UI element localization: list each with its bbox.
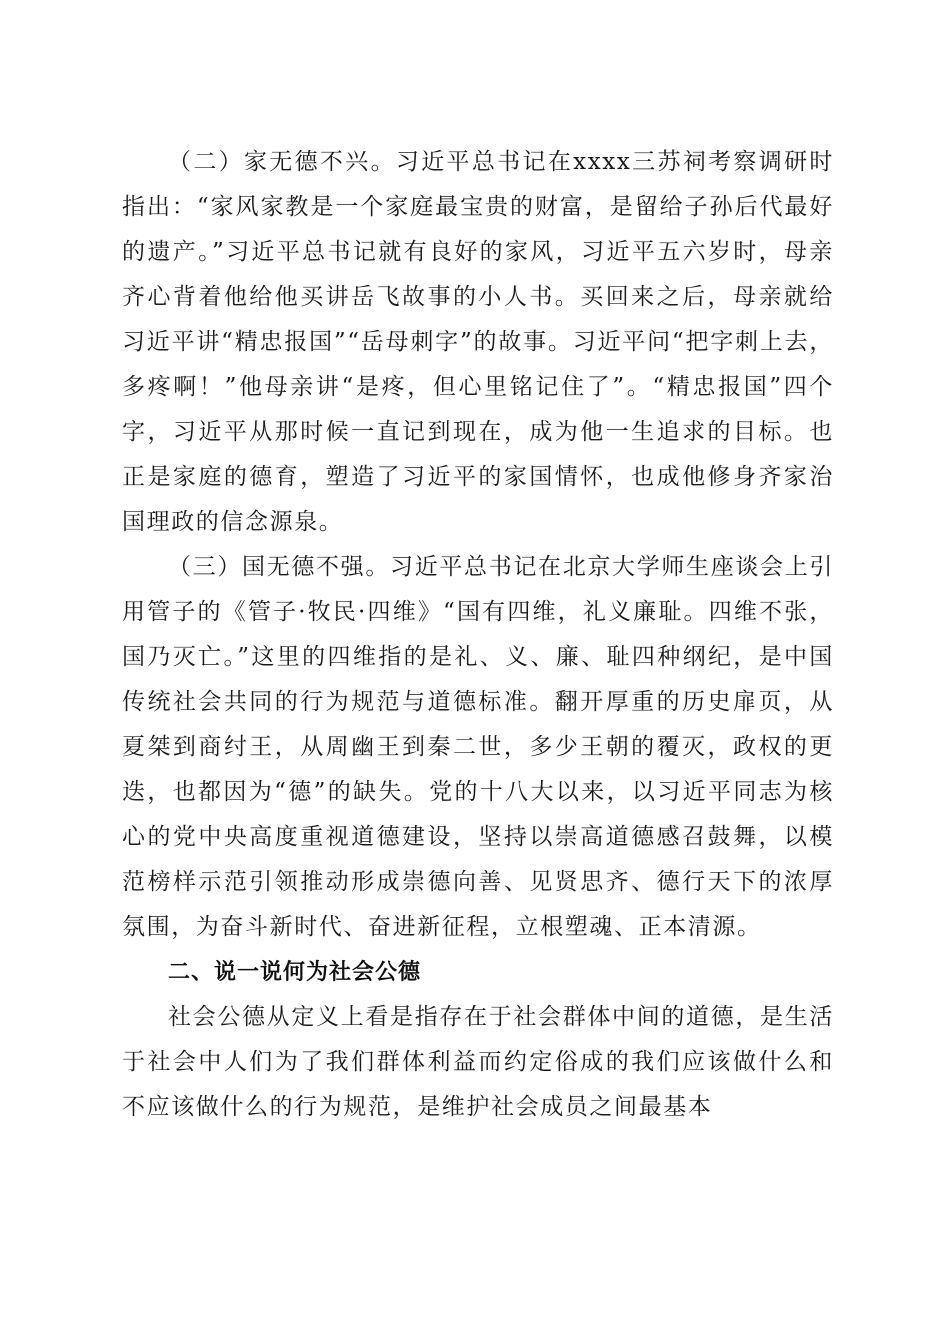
paragraph-nation-virtue: （三）国无德不强。习近平总书记在北京大学师生座谈会上引用管子的《管子·牧民·四维》“国有四维，礼义廉耻。四维不张，国乃灭亡。”这里的四维指的是礼、义、廉、耻四种纲纪，是中国传统社会共同的行为规范与道德标准。翻开厚重的历史扉页，从夏桀到商纣王，从周幽王到秦二世，多少王朝的覆灭，政权的更迭，也都因为“德”的缺失。党的十八大以来，以习近平同志为核心的党中央高度重视道德建设，坚持以崇高道德感召鼓舞，以模范榜样示范引领推动形成崇德向善、见贤思齐、德行天下的浓厚氛围，为奋斗新时代、奋进新征程，立根塑魂、正本清源。 [122,554,834,940]
paragraph-social-morality: 社会公德从定义上看是指存在于社会群体中间的道德，是生活于社会中人们为了我们群体利益而约定俗成的我们应该做什么和不应该做什么的行为规范，是维护社会成员之间最基本 [122,1004,834,1120]
document-body [122,140,834,1130]
paragraph-family-virtue: （二）家无德不兴。习近平总书记在xxxx三苏祠考察调研时指出：“家风家教是一个家庭最宝贵的财富，是留给子孙后代最好的遗产。”习近平总书记就有良好的家风，习近平五六岁时，母亲齐心背着他给他买讲岳飞故事的小人书。买回来之后，母亲就给习近平讲“精忠报国”“岳母刺字”的故事。习近平问“把字刺上去，多疼啊！”他母亲讲“是疼，但心里铭记住了”。“精忠报国”四个字，习近平从那时候一直记到现在，成为他一生追求的目标。也正是家庭的德育，塑造了习近平的家国情怀，也成他修身齐家治国理政的信念源泉。 [122,149,834,535]
section-heading: 二、说一说何为社会公德 [168,960,422,985]
